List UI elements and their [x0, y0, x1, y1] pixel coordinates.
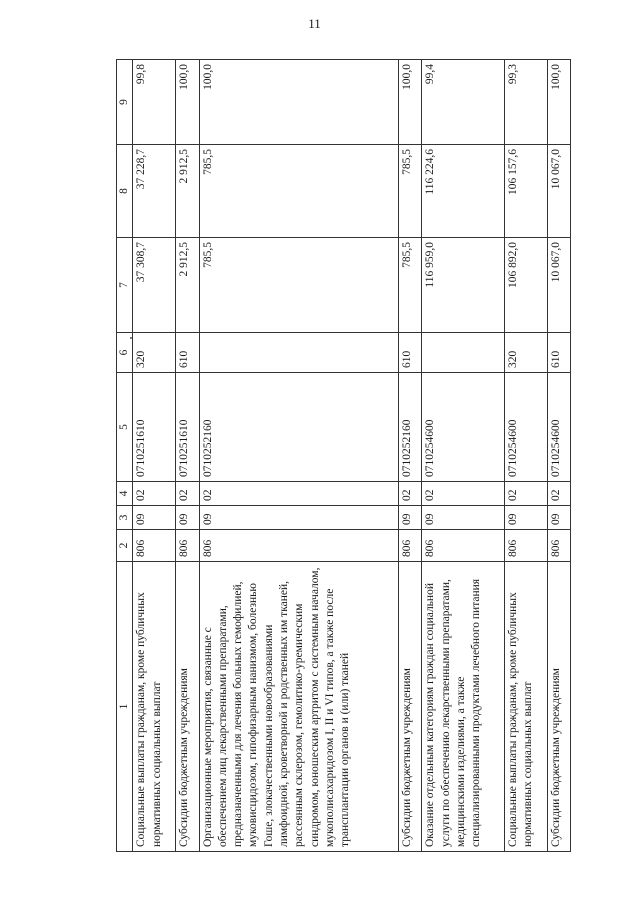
execution-percent: 100,0 [547, 60, 570, 145]
budget-table [116, 59, 571, 852]
subsection-code: 02 [199, 482, 398, 506]
target-article-code: 0710252160 [199, 373, 398, 482]
expense-type-code: 610 [176, 333, 199, 373]
row-description: Организационные мероприятия, связанные с обеспечением лиц лекарственными препаратами, предназначенными для лечения больных гемофилией, муковисцидозом, гипофизарным нанизмом, болезнью Гоше, злокачественными новообразованиями лимфоидной, кроветворной и родственных им тканей, рассеянным склерозом, гемолитико-уремическим синдромом, юношеским артритом с системным началом, мукополисахаридозом I, II и VI типов, а также после трансплантации органов и (или) тканей [199, 562, 398, 852]
column-header: 5 [117, 373, 133, 482]
target-article-code: 0710254600 [547, 373, 570, 482]
target-article-code: 0710251610 [133, 373, 176, 482]
planned-amount: 106 892,0 [504, 238, 547, 333]
column-header: 4 [117, 482, 133, 506]
admin-code: 806 [176, 530, 199, 562]
column-header: 9 [117, 60, 133, 145]
planned-amount: 2 912,5 [176, 238, 199, 333]
subsection-code: 02 [547, 482, 570, 506]
table-row [547, 60, 570, 852]
section-code: 09 [422, 506, 504, 530]
table-row [133, 60, 176, 852]
admin-code: 806 [422, 530, 504, 562]
executed-amount: 2 912,5 [176, 145, 199, 238]
row-description: Субсидии бюджетным учреждениям [547, 562, 570, 852]
row-description: Оказание отдельным категориям граждан социальной услуги по обеспечению лекарственными препаратами, медицинскими изделиями, а также специализированными продуктами лечебного питания [422, 562, 504, 852]
subsection-code: 02 [399, 482, 422, 506]
execution-percent: 99,4 [422, 60, 504, 145]
executed-amount: 10 067,0 [547, 145, 570, 238]
section-code: 09 [547, 506, 570, 530]
subsection-code: 02 [176, 482, 199, 506]
subsection-code: 02 [504, 482, 547, 506]
target-article-code: 0710254600 [422, 373, 504, 482]
planned-amount: 785,5 [399, 238, 422, 333]
section-code: 09 [199, 506, 398, 530]
expense-type-code [199, 333, 398, 373]
table-row [176, 60, 199, 852]
column-header: 2 [117, 530, 133, 562]
expense-type-code: 610 [547, 333, 570, 373]
execution-percent: 100,0 [176, 60, 199, 145]
expense-type-code: 320 [133, 333, 176, 373]
expense-type-code: 610 [399, 333, 422, 373]
execution-percent: 99,8 [133, 60, 176, 145]
admin-code: 806 [133, 530, 176, 562]
table-row [504, 60, 547, 852]
section-code: 09 [504, 506, 547, 530]
planned-amount: 10 067,0 [547, 238, 570, 333]
section-code: 09 [176, 506, 199, 530]
executed-amount: 785,5 [399, 145, 422, 238]
section-code: 09 [399, 506, 422, 530]
executed-amount: 106 157,6 [504, 145, 547, 238]
table-row [399, 60, 422, 852]
table-header-row [117, 60, 133, 852]
admin-code: 806 [199, 530, 398, 562]
execution-percent: 100,0 [199, 60, 398, 145]
admin-code: 806 [399, 530, 422, 562]
row-description: Социальные выплаты гражданам, кроме публичных нормативных социальных выплат [504, 562, 547, 852]
target-article-code: 0710252160 [399, 373, 422, 482]
executed-amount: 785,5 [199, 145, 398, 238]
rotated-table-container [116, 60, 571, 852]
column-header: 7 [117, 238, 133, 333]
row-description: Субсидии бюджетным учреждениям [399, 562, 422, 852]
admin-code: 806 [547, 530, 570, 562]
executed-amount: 37 228,7 [133, 145, 176, 238]
column-header: 6 [117, 333, 133, 373]
page-number: 11 [308, 16, 321, 31]
target-article-code: 0710251610 [176, 373, 199, 482]
subsection-code: 02 [133, 482, 176, 506]
section-code: 09 [133, 506, 176, 530]
execution-percent: 99,3 [504, 60, 547, 145]
expense-type-code: 320 [504, 333, 547, 373]
column-header: 3 [117, 506, 133, 530]
column-header: 8 [117, 145, 133, 238]
planned-amount: 116 959,0 [422, 238, 504, 333]
execution-percent: 100,0 [399, 60, 422, 145]
column-header: 1 [117, 562, 133, 852]
table-row [422, 60, 504, 852]
row-description: Социальные выплаты гражданам, кроме публичных нормативных социальных выплат [133, 562, 176, 852]
admin-code: 806 [504, 530, 547, 562]
executed-amount: 116 224,6 [422, 145, 504, 238]
expense-type-code [422, 333, 504, 373]
target-article-code: 0710254600 [504, 373, 547, 482]
table-row [199, 60, 398, 852]
row-description: Субсидии бюджетным учреждениям [176, 562, 199, 852]
planned-amount: 785,5 [199, 238, 398, 333]
planned-amount: 37 308,7 [133, 238, 176, 333]
subsection-code: 02 [422, 482, 504, 506]
